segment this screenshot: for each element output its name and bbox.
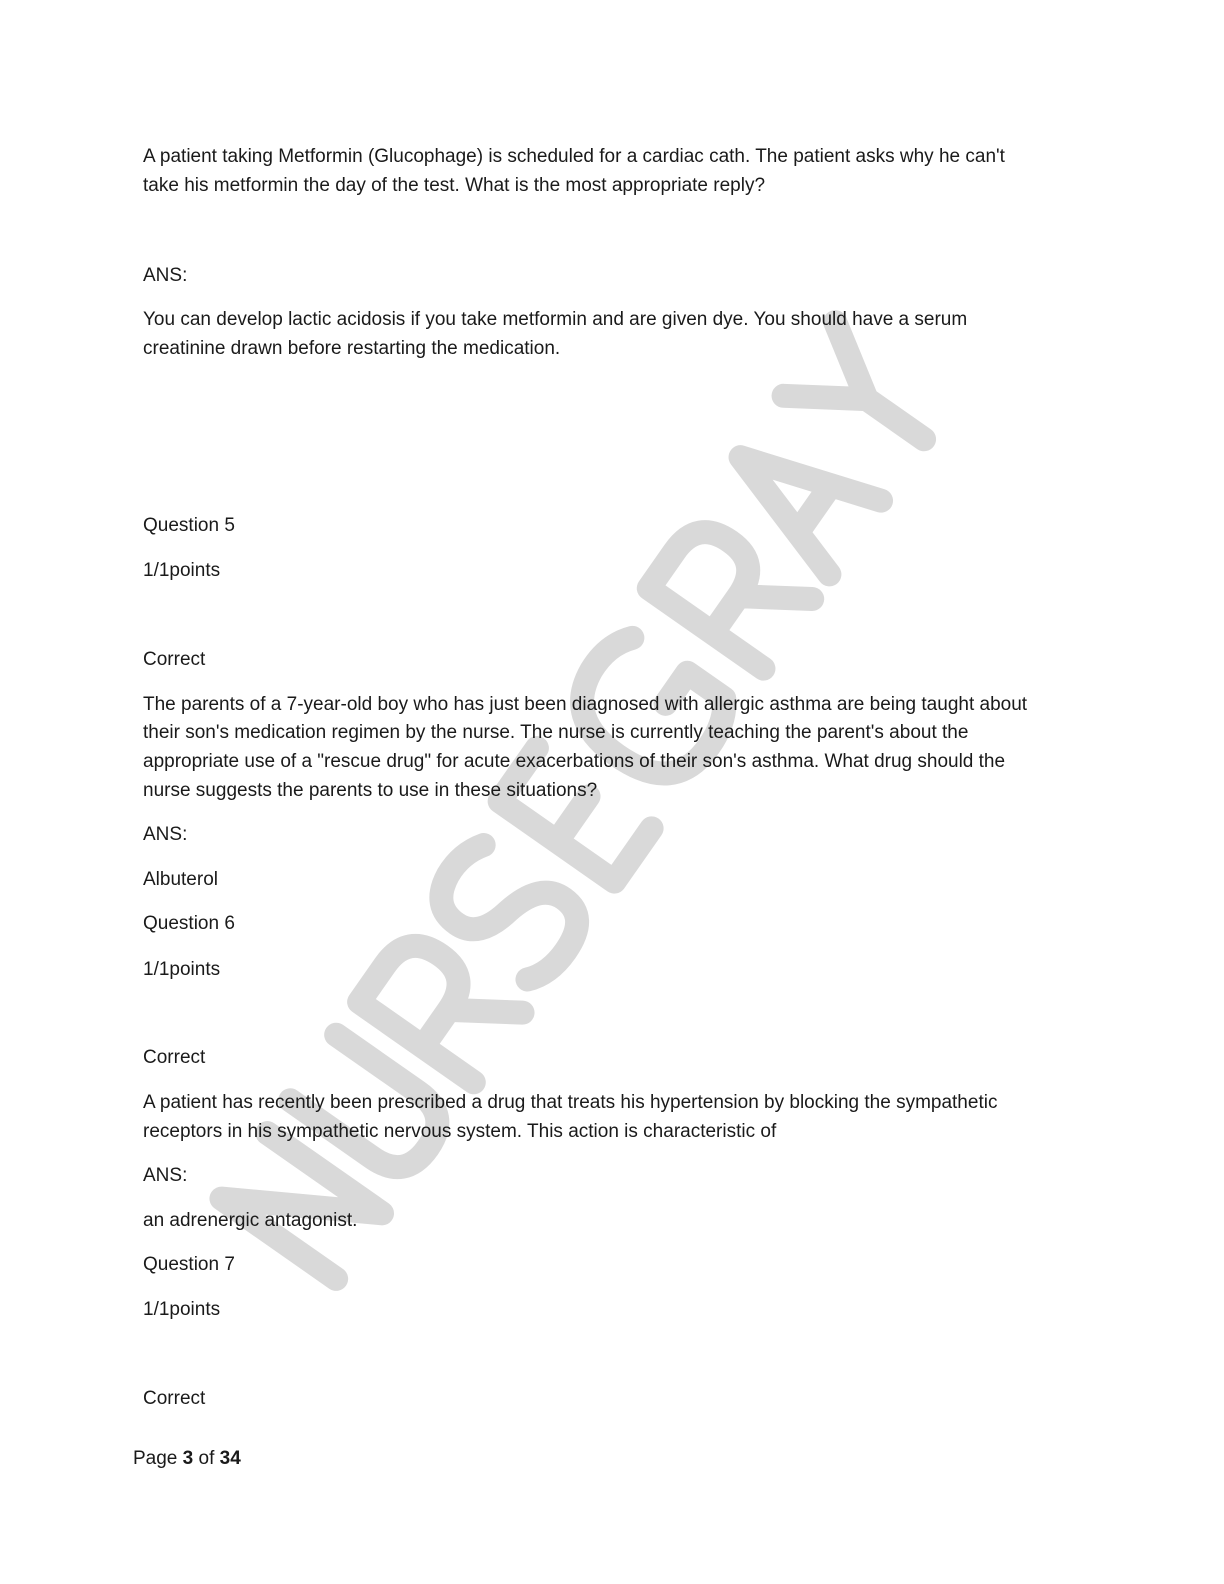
q6-answer: an adrenergic antagonist. [143, 1210, 358, 1231]
q5-answer: Albuterol [143, 869, 218, 890]
footer-of-word: of [198, 1448, 215, 1469]
q5-question-line-3: appropriate use of a "rescue drug" for acute exacerbations of their son's asthma. What drug should the [143, 751, 1006, 772]
page-number-footer [133, 1444, 241, 1473]
q5-title: Question 5 [143, 515, 235, 536]
q4-answer-line-2: creatinine drawn before restarting the medication. [143, 338, 561, 359]
q4-question-line-1: A patient taking Metformin (Glucophage) is scheduled for a cardiac cath. The patient asks why he can't [143, 146, 1005, 167]
q5-question-line-4: nurse suggests the parents to use in these situations? [143, 780, 598, 801]
q5-question-line-1: The parents of a 7-year-old boy who has just been diagnosed with allergic asthma are being taught about [143, 694, 1028, 715]
q6-ans-label: ANS: [143, 1165, 188, 1186]
q6-question-line-1: A patient has recently been prescribed a drug that treats his hypertension by blocking the sympathetic [143, 1092, 998, 1113]
q7-title: Question 7 [143, 1254, 235, 1275]
q5-question-line-2: their son's medication regimen by the nurse. The nurse is currently teaching the parent's about the [143, 722, 969, 743]
footer-current-page: 3 [182, 1448, 194, 1469]
q4-question-line-2: take his metformin the day of the test. What is the most appropriate reply? [143, 175, 766, 196]
q7-status: Correct [143, 1388, 206, 1409]
footer-page-word: Page [133, 1448, 178, 1469]
q6-question-line-2: receptors in his sympathetic nervous system. This action is characteristic of [143, 1121, 777, 1142]
q6-points: 1/1points [143, 959, 221, 980]
q4-ans-label: ANS: [143, 265, 188, 286]
q4-answer-line-1: You can develop lactic acidosis if you take metformin and are given dye. You should have a serum [143, 309, 968, 330]
footer-total-pages: 34 [219, 1448, 241, 1469]
q5-points: 1/1points [143, 560, 221, 581]
q6-title: Question 6 [143, 913, 235, 934]
q6-status: Correct [143, 1047, 206, 1068]
q5-status: Correct [143, 649, 206, 670]
q5-ans-label: ANS: [143, 824, 188, 845]
q7-points: 1/1points [143, 1299, 221, 1320]
